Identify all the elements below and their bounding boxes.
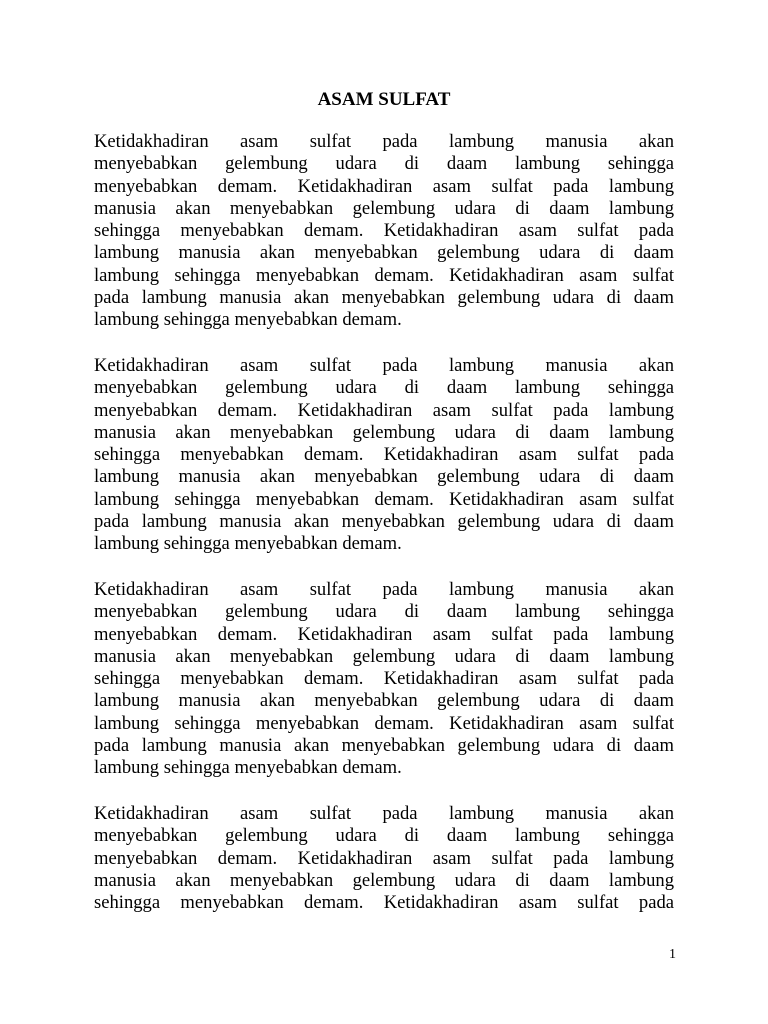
- paragraph-line: menyebabkan demam. Ketidakhadiran asam sulfat pada lambung: [94, 623, 674, 645]
- paragraph-line: Ketidakhadiran asam sulfat pada lambung manusia akan: [94, 578, 674, 600]
- document-body: [94, 131, 674, 938]
- paragraph-line: pada lambung manusia akan menyebabkan gelembung udara di daam: [94, 287, 674, 309]
- paragraph-line: Ketidakhadiran asam sulfat pada lambung manusia akan: [94, 131, 674, 152]
- paragraph: [94, 131, 674, 332]
- paragraph-line: menyebabkan gelembung udara di daam lambung sehingga: [94, 601, 674, 623]
- paragraph-line: menyebabkan demam. Ketidakhadiran asam sulfat pada lambung: [94, 399, 674, 421]
- paragraph-line: sehingga menyebabkan demam. Ketidakhadiran asam sulfat pada: [94, 220, 674, 242]
- paragraph-line: lambung sehingga menyebabkan demam.: [94, 533, 402, 555]
- paragraph-line: manusia akan menyebabkan gelembung udara di daam lambung: [94, 869, 674, 891]
- paragraph-line: menyebabkan gelembung udara di daam lambung sehingga: [94, 377, 674, 399]
- page-number: 1: [669, 947, 676, 962]
- paragraph: [94, 579, 674, 780]
- paragraph-line: pada lambung manusia akan menyebabkan gelembung udara di daam: [94, 511, 674, 533]
- paragraph-line: lambung sehingga menyebabkan demam.: [94, 757, 402, 779]
- paragraph-line: lambung manusia akan menyebabkan gelembung udara di daam: [94, 690, 674, 712]
- paragraph-line: lambung manusia akan menyebabkan gelembung udara di daam: [94, 466, 674, 488]
- paragraph-line: lambung sehingga menyebabkan demam. Ketidakhadiran asam sulfat: [94, 488, 674, 510]
- paragraph-line: menyebabkan gelembung udara di daam lambung sehingga: [94, 825, 674, 847]
- paragraph-line: menyebabkan gelembung udara di daam lambung sehingga: [94, 153, 674, 175]
- paragraph-line: menyebabkan demam. Ketidakhadiran asam sulfat pada lambung: [94, 175, 674, 197]
- paragraph-line: manusia akan menyebabkan gelembung udara di daam lambung: [94, 197, 674, 219]
- paragraph-line: pada lambung manusia akan menyebabkan gelembung udara di daam: [94, 735, 674, 757]
- paragraph: [94, 803, 674, 914]
- paragraph-line: lambung sehingga menyebabkan demam. Ketidakhadiran asam sulfat: [94, 264, 674, 286]
- paragraph-line: lambung manusia akan menyebabkan gelembung udara di daam: [94, 242, 674, 264]
- document-title: ASAM SULFAT: [317, 89, 451, 110]
- paragraph-line: sehingga menyebabkan demam. Ketidakhadiran asam sulfat pada: [94, 444, 674, 466]
- paragraph-line: menyebabkan demam. Ketidakhadiran asam sulfat pada lambung: [94, 847, 674, 869]
- paragraph: [94, 355, 674, 556]
- paragraph-line: lambung sehingga menyebabkan demam.: [94, 309, 402, 331]
- paragraph-line: manusia akan menyebabkan gelembung udara di daam lambung: [94, 421, 674, 443]
- paragraph-line: Ketidakhadiran asam sulfat pada lambung manusia akan: [94, 354, 674, 376]
- paragraph-line: sehingga menyebabkan demam. Ketidakhadiran asam sulfat pada: [94, 892, 674, 914]
- paragraph-line: lambung sehingga menyebabkan demam. Ketidakhadiran asam sulfat: [94, 712, 674, 734]
- paragraph-line: manusia akan menyebabkan gelembung udara di daam lambung: [94, 645, 674, 667]
- paragraph-line: sehingga menyebabkan demam. Ketidakhadiran asam sulfat pada: [94, 668, 674, 690]
- paragraph-line: Ketidakhadiran asam sulfat pada lambung manusia akan: [94, 802, 674, 824]
